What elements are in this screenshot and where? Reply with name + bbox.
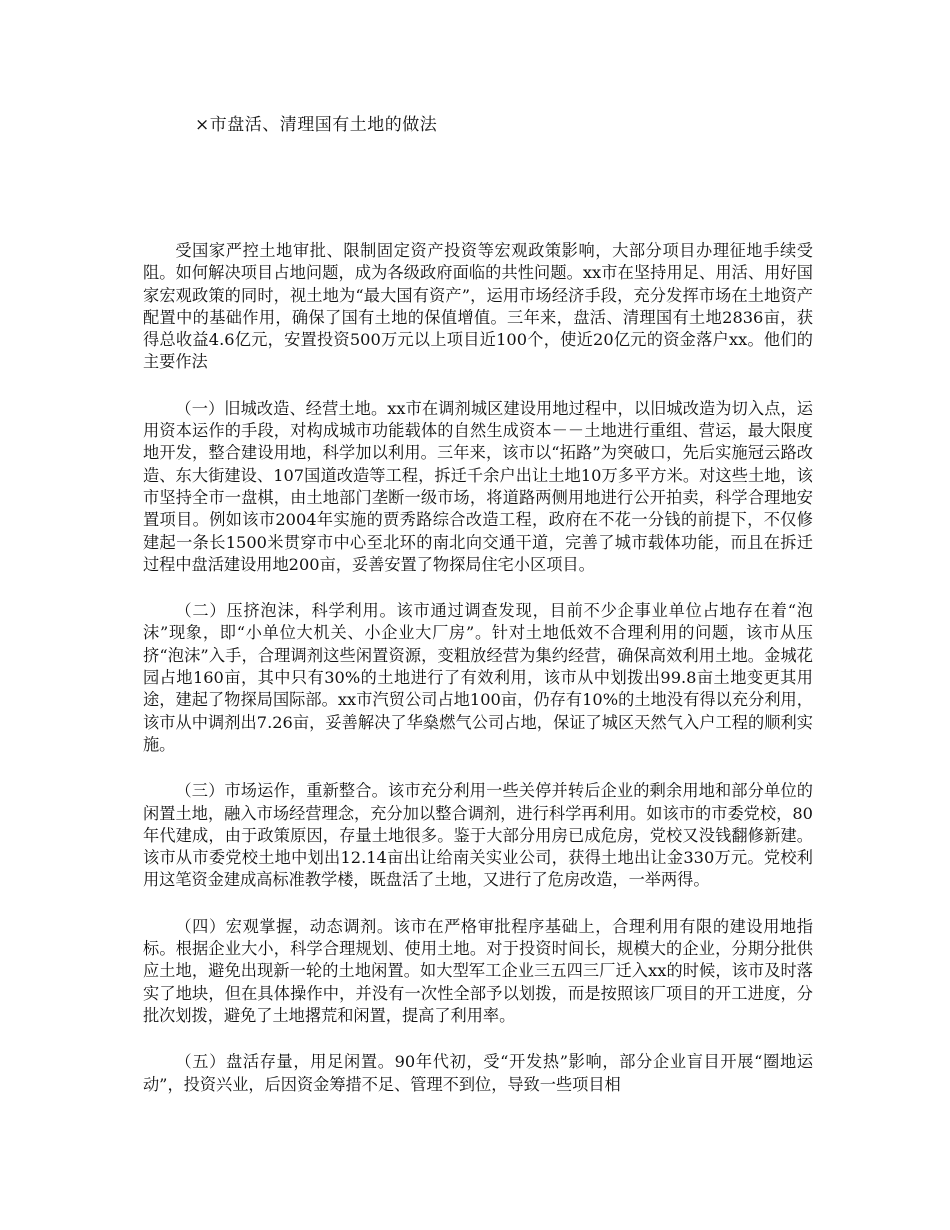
paragraph-section-1: （一）旧城改造、经营土地。xx市在调剂城区建设用地过程中，以旧城改造为切入点，运用资本运作的手段，对构成城市功能载体的自然生成资本－－土地进行重组、营运，最大限度地开发，整合建设用地，科学加以利用。三年来，该市以“拓路”为突破口，先后实施冠云路改造、东大街建设、107国道改造等工程，拆迁千余户出让土地10万多平方米。对这些土地，该市坚持全市一盘棋，由土地部门垄断一级市场，将道路两侧用地进行公开拍卖，科学合理地安置项目。例如该市2004年实施的贾秀路综合改造工程，政府在不花一分钱的前提下，不仅修建起一条长1500米贯穿市中心至北环的南北向交通干道，完善了城市载体功能，而且在拆迁过程中盘活建设用地200亩，妥善安置了物探局住宅小区项目。 bbox=[143, 398, 813, 574]
paragraph-section-4: （四）宏观掌握，动态调剂。该市在严格审批程序基础上，合理利用有限的建设用地指标。根据企业大小，科学合理规划、使用土地。对于投资时间长，规模大的企业，分期分批供应土地，避免出现新一轮的土地闲置。如大型军工企业三五四三厂迁入xx的时候，该市及时落实了地块，但在具体操作中，并没有一次性全部予以划拨，而是按照该厂项目的开工进度，分批次划拨，避免了土地撂荒和闲置，提高了利用率。 bbox=[143, 916, 813, 1025]
document-body bbox=[143, 240, 813, 1120]
document-title: ×市盘活、清理国有土地的做法 bbox=[195, 115, 438, 135]
paragraph-section-3: （三）市场运作，重新整合。该市充分利用一些关停并转后企业的剩余用地和部分单位的闲置土地，融入市场经营理念，充分加以整合调剂，进行科学再利用。如该市的市委党校，80年代建成，由于政策原因，存量土地很多。鉴于大部分用房已成危房，党校又没钱翻修新建。该市从市委党校土地中划出12.14亩出让给南关实业公司，获得土地出让金330万元。党校利用这笔资金建成高标准教学楼，既盘活了土地，又进行了危房改造，一举两得。 bbox=[143, 781, 813, 890]
paragraph-section-2: （二）压挤泡沫，科学利用。该市通过调查发现，目前不少企事业单位占地存在着“泡沫”现象，即“小单位大机关、小企业大厂房”。针对土地低效不合理利用的问题，该市从压挤“泡沫”入手，合理调剂这些闲置资源，变粗放经营为集约经营，确保高效利用土地。金城花园占地160亩，其中只有30%的土地进行了有效利用，该市从中划拨出99.8亩土地变更其用途，建起了物探局国际部。xx市汽贸公司占地100亩，仍存有10%的土地没有得以充分利用，该市从中调剂出7.26亩，妥善解决了华燊燃气公司占地，保证了城区天然气入户工程的顺利实施。 bbox=[143, 601, 813, 754]
paragraph-intro: 受国家严控土地审批、限制固定资产投资等宏观政策影响，大部分项目办理征地手续受阻。如何解决项目占地问题，成为各级政府面临的共性问题。xx市在坚持用足、用活、用好国家宏观政策的同时，视土地为“最大国有资产”，运用市场经济手段，充分发挥市场在土地资产配置中的基础作用，确保了国有土地的保值增值。三年来，盘活、清理国有土地2836亩，获得总收益4.6亿元，安置投资500万元以上项目近100个，使近20亿元的资金落户xx。他们的主要作法 bbox=[143, 241, 813, 372]
paragraph-section-5: （五）盘活存量，用足闲置。90年代初，受“开发热”影响，部分企业盲目开展“圈地运动”，投资兴业，后因资金筹措不足、管理不到位，导致一些项目相 bbox=[143, 1052, 814, 1094]
